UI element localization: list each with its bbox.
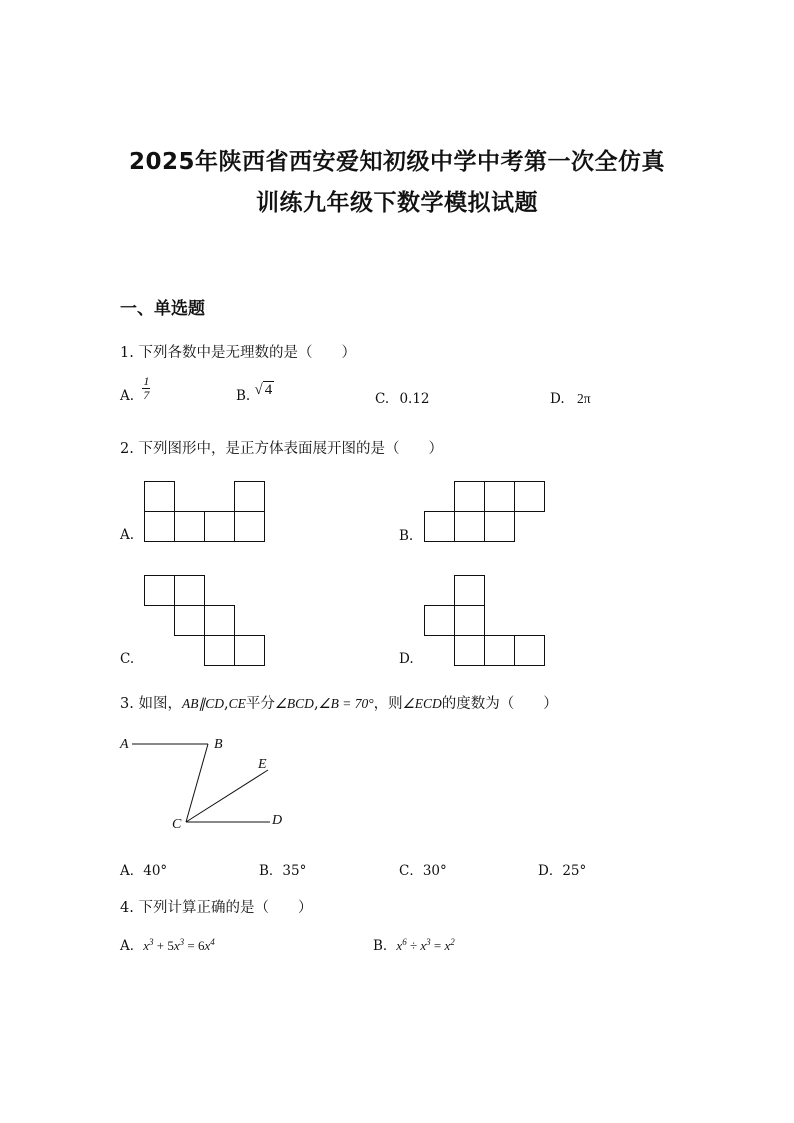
option-value: 2π bbox=[576, 391, 591, 406]
fraction bbox=[142, 375, 150, 402]
option-label: D. bbox=[550, 391, 565, 407]
expression bbox=[143, 938, 215, 953]
q3-angle-bcd: ∠BCD bbox=[274, 696, 314, 711]
fraction-denominator: 7 bbox=[143, 388, 150, 402]
option-value: 0.12 bbox=[399, 391, 430, 407]
q1-option-c bbox=[375, 391, 430, 407]
variable: x bbox=[204, 938, 211, 953]
q3-parallel-condition: AB∥CD bbox=[181, 696, 224, 711]
square-root bbox=[255, 382, 275, 399]
operator: = bbox=[430, 938, 445, 953]
exponent: 3 bbox=[426, 937, 431, 947]
variable: x bbox=[143, 938, 150, 953]
q3-geometry-figure bbox=[110, 730, 300, 835]
q3-text: 平分 bbox=[245, 696, 275, 712]
q1-option-b bbox=[236, 382, 274, 405]
net-square bbox=[145, 576, 175, 606]
exponent: 3 bbox=[179, 937, 185, 947]
variable: x bbox=[396, 938, 403, 953]
q3-angle-ecd: ∠ECD bbox=[402, 696, 442, 711]
question-2-stem: 2. 下列图形中，是正方体表面展开图的是（ ） bbox=[120, 441, 443, 457]
q3-text: ，则 bbox=[373, 696, 403, 712]
net-square bbox=[455, 482, 485, 512]
radicand: 4 bbox=[264, 382, 273, 398]
variable: x bbox=[420, 938, 427, 953]
q2-net-a bbox=[140, 478, 270, 544]
operator: ÷ bbox=[406, 938, 421, 953]
exponent: 6 bbox=[402, 937, 407, 947]
q2-label-d: D. bbox=[399, 651, 414, 667]
net-square bbox=[205, 512, 235, 542]
q2-net-d bbox=[420, 572, 550, 668]
fraction-numerator: 1 bbox=[143, 374, 150, 388]
exponent: 4 bbox=[210, 937, 215, 947]
net-square bbox=[455, 606, 485, 636]
q4-option-b bbox=[373, 934, 455, 954]
q3-separator: , bbox=[313, 696, 319, 712]
radical-sign: √ bbox=[254, 382, 263, 398]
net-square bbox=[175, 606, 205, 636]
option-label: A． bbox=[120, 938, 144, 954]
variable: x bbox=[173, 938, 180, 953]
q3-bisector: CE bbox=[228, 696, 246, 711]
net-square bbox=[175, 512, 205, 542]
point-label-a: A bbox=[120, 737, 129, 752]
q3-text: 的度数为（ ） bbox=[441, 696, 558, 712]
point-label-b: B bbox=[214, 737, 223, 752]
net-square bbox=[455, 576, 485, 606]
option-label: C. bbox=[375, 391, 390, 407]
q2-net-b bbox=[420, 478, 550, 544]
q2-label-c: C. bbox=[120, 651, 135, 667]
net-square bbox=[425, 512, 455, 542]
net-square bbox=[235, 482, 265, 512]
option-label: B. bbox=[236, 388, 251, 404]
variable: x bbox=[444, 938, 451, 953]
exponent: 3 bbox=[149, 937, 154, 947]
net-square bbox=[145, 512, 175, 542]
net-square bbox=[205, 606, 235, 636]
question-4-stem: 4. 下列计算正确的是（ ） bbox=[120, 900, 313, 916]
exponent: 2 bbox=[450, 937, 455, 947]
point-label-d: D bbox=[272, 813, 283, 828]
paper-title-line2: 训练九年级下数学模拟试题 bbox=[256, 190, 538, 216]
point-label-c: C bbox=[172, 817, 182, 832]
expression bbox=[396, 938, 454, 953]
q1-option-a bbox=[120, 374, 150, 410]
q3-option-a: A．40° bbox=[120, 863, 168, 879]
option-label: B． bbox=[373, 938, 397, 954]
net-square bbox=[485, 636, 515, 666]
net-square bbox=[455, 636, 485, 666]
q2-net-c bbox=[140, 572, 270, 668]
net-square bbox=[515, 482, 545, 512]
net-square bbox=[175, 576, 205, 606]
q3-option-d: D．25° bbox=[538, 863, 587, 879]
q3-number: 3. 如图， bbox=[120, 696, 182, 712]
net-square bbox=[235, 512, 265, 542]
operator: = 6 bbox=[184, 938, 205, 953]
point-label-e: E bbox=[258, 757, 267, 772]
net-square bbox=[425, 606, 455, 636]
section-heading: 一、单选题 bbox=[120, 299, 205, 319]
net-square bbox=[145, 482, 175, 512]
net-square bbox=[515, 636, 545, 666]
q1-option-d bbox=[550, 391, 591, 407]
net-square bbox=[205, 636, 235, 666]
net-square bbox=[235, 636, 265, 666]
option-label: A. bbox=[120, 388, 135, 404]
q3-option-b: B．35° bbox=[259, 863, 307, 879]
paper-title-line1: 2025年陕西省西安爱知初级中学中考第一次全仿真 bbox=[128, 149, 665, 175]
q2-label-b: B. bbox=[399, 528, 414, 544]
q4-option-a bbox=[120, 934, 215, 954]
question-1-stem: 1. 下列各数中是无理数的是（ ） bbox=[120, 345, 356, 361]
q3-option-c: C．30° bbox=[399, 863, 447, 879]
net-square bbox=[485, 512, 515, 542]
q3-separator: , bbox=[223, 696, 229, 712]
question-3-stem bbox=[120, 692, 558, 713]
q2-label-a: A. bbox=[120, 527, 135, 543]
q3-angle-b: ∠B = 70° bbox=[318, 696, 374, 711]
net-square bbox=[485, 482, 515, 512]
net-square bbox=[455, 512, 485, 542]
operator: + 5 bbox=[153, 938, 174, 953]
